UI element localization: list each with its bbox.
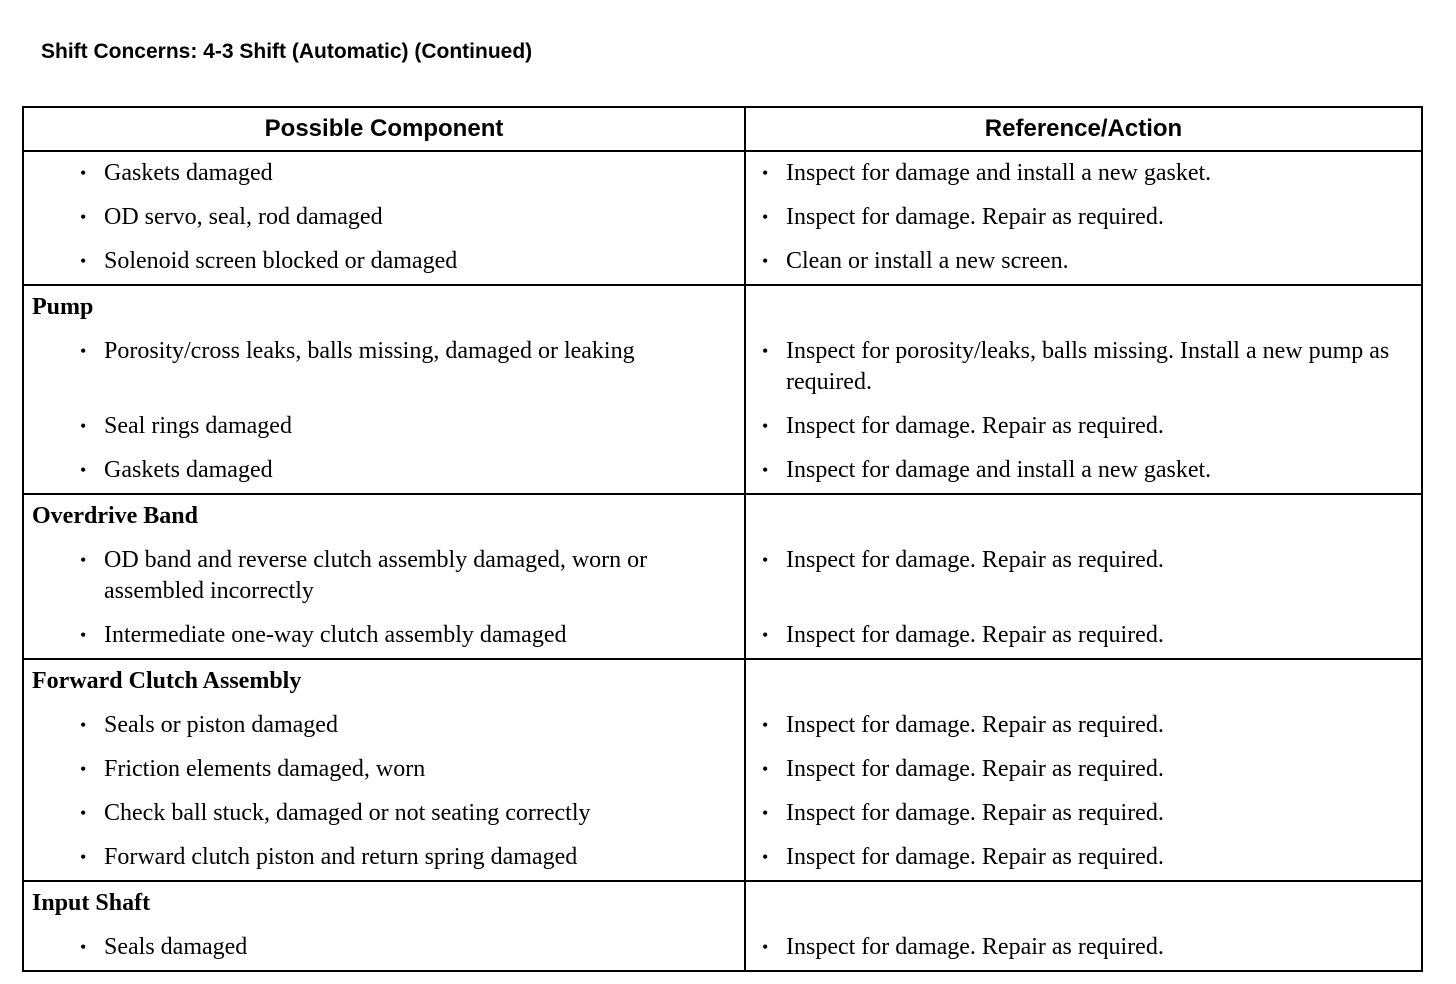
bullet-icon: • — [80, 625, 87, 645]
action-cell — [745, 539, 1422, 614]
component-cell — [23, 539, 745, 614]
action-cell — [745, 792, 1422, 836]
action-cell — [745, 196, 1422, 240]
component-text: Gaskets damaged — [104, 160, 273, 186]
action-cell — [745, 449, 1422, 494]
page-title: Shift Concerns: 4-3 Shift (Automatic) (Continued) — [41, 40, 533, 63]
table-row — [23, 330, 1422, 405]
table-row — [23, 836, 1422, 881]
component-text: Friction elements damaged, worn — [104, 756, 426, 782]
action-text: Inspect for damage and install a new gasket. — [786, 457, 1212, 483]
bullet-icon: • — [762, 715, 769, 735]
group-title-cell — [23, 494, 745, 539]
header-possible-component: Possible Component — [23, 107, 745, 151]
component-cell — [23, 748, 745, 792]
table-row — [23, 240, 1422, 285]
table-row — [23, 748, 1422, 792]
bullet-icon: • — [80, 163, 87, 183]
bullet-icon: • — [80, 759, 87, 779]
bullet-icon: • — [762, 625, 769, 645]
table-header — [23, 107, 1422, 151]
table-row — [23, 539, 1422, 614]
component-cell — [23, 405, 745, 449]
group-title-cell — [23, 881, 745, 926]
action-text: Inspect for damage. Repair as required. — [786, 547, 1164, 573]
component-text: OD band and reverse clutch assembly damaged, worn or assembled incorrectly — [104, 547, 648, 604]
table-row — [23, 926, 1422, 971]
bullet-icon: • — [80, 416, 87, 436]
group-row — [23, 494, 1422, 539]
component-text: OD servo, seal, rod damaged — [104, 204, 383, 230]
header-reference-action: Reference/Action — [745, 107, 1422, 151]
group-action-cell — [745, 881, 1422, 926]
component-cell — [23, 330, 745, 405]
bullet-icon: • — [80, 341, 87, 361]
group-title: Forward Clutch Assembly — [32, 668, 302, 694]
bullet-icon: • — [80, 207, 87, 227]
action-text: Inspect for damage. Repair as required. — [786, 934, 1164, 960]
bullet-icon: • — [80, 937, 87, 957]
action-text: Inspect for damage. Repair as required. — [786, 844, 1164, 870]
bullet-icon: • — [762, 341, 769, 361]
table-body — [23, 151, 1422, 971]
action-cell — [745, 748, 1422, 792]
action-cell — [745, 836, 1422, 881]
component-cell — [23, 704, 745, 748]
action-cell — [745, 614, 1422, 659]
component-text: Forward clutch piston and return spring damaged — [104, 844, 578, 870]
header-row — [23, 107, 1422, 151]
table-row — [23, 614, 1422, 659]
action-text: Inspect for damage and install a new gasket. — [786, 160, 1212, 186]
bullet-icon: • — [80, 715, 87, 735]
bullet-icon: • — [762, 803, 769, 823]
component-text: Seals damaged — [104, 934, 248, 960]
bullet-icon: • — [762, 460, 769, 480]
bullet-icon: • — [762, 207, 769, 227]
bullet-icon: • — [762, 759, 769, 779]
group-title: Input Shaft — [32, 890, 151, 916]
group-row — [23, 659, 1422, 704]
component-cell — [23, 196, 745, 240]
component-cell — [23, 240, 745, 285]
bullet-icon: • — [80, 550, 87, 570]
group-title: Pump — [32, 294, 94, 320]
action-cell — [745, 926, 1422, 971]
action-cell — [745, 151, 1422, 196]
action-text: Inspect for damage. Repair as required. — [786, 712, 1164, 738]
bullet-icon: • — [80, 460, 87, 480]
component-text: Porosity/cross leaks, balls missing, damaged or leaking — [104, 338, 635, 364]
bullet-icon: • — [80, 251, 87, 271]
component-text: Seal rings damaged — [104, 413, 292, 439]
component-text: Solenoid screen blocked or damaged — [104, 248, 458, 274]
component-text: Check ball stuck, damaged or not seating correctly — [104, 800, 591, 826]
action-text: Inspect for damage. Repair as required. — [786, 756, 1164, 782]
group-title: Overdrive Band — [32, 503, 198, 529]
group-action-cell — [745, 285, 1422, 330]
component-cell — [23, 792, 745, 836]
table-row — [23, 792, 1422, 836]
group-action-cell — [745, 659, 1422, 704]
group-row — [23, 881, 1422, 926]
component-cell — [23, 836, 745, 881]
table-row — [23, 704, 1422, 748]
component-text: Seals or piston damaged — [104, 712, 338, 738]
action-text: Inspect for damage. Repair as required. — [786, 622, 1164, 648]
action-cell — [745, 330, 1422, 405]
group-row — [23, 285, 1422, 330]
table-row — [23, 151, 1422, 196]
group-title-cell — [23, 285, 745, 330]
action-text: Inspect for damage. Repair as required. — [786, 800, 1164, 826]
group-action-cell — [745, 494, 1422, 539]
component-text: Gaskets damaged — [104, 457, 273, 483]
component-cell — [23, 614, 745, 659]
bullet-icon: • — [762, 847, 769, 867]
bullet-icon: • — [80, 803, 87, 823]
component-cell — [23, 926, 745, 971]
table-row — [23, 196, 1422, 240]
action-text: Inspect for porosity/leaks, balls missing. Install a new pump as required. — [786, 338, 1390, 395]
action-cell — [745, 704, 1422, 748]
action-cell — [745, 240, 1422, 285]
table-row — [23, 449, 1422, 494]
component-cell — [23, 151, 745, 196]
action-text: Inspect for damage. Repair as required. — [786, 204, 1164, 230]
bullet-icon: • — [762, 550, 769, 570]
group-title-cell — [23, 659, 745, 704]
action-text: Clean or install a new screen. — [786, 248, 1069, 274]
bullet-icon: • — [80, 847, 87, 867]
bullet-icon: • — [762, 163, 769, 183]
bullet-icon: • — [762, 251, 769, 271]
bullet-icon: • — [762, 416, 769, 436]
action-cell — [745, 405, 1422, 449]
table-row — [23, 405, 1422, 449]
component-cell — [23, 449, 745, 494]
bullet-icon: • — [762, 937, 769, 957]
component-text: Intermediate one-way clutch assembly damaged — [104, 622, 567, 648]
action-text: Inspect for damage. Repair as required. — [786, 413, 1164, 439]
shift-concerns-table — [22, 106, 1423, 972]
